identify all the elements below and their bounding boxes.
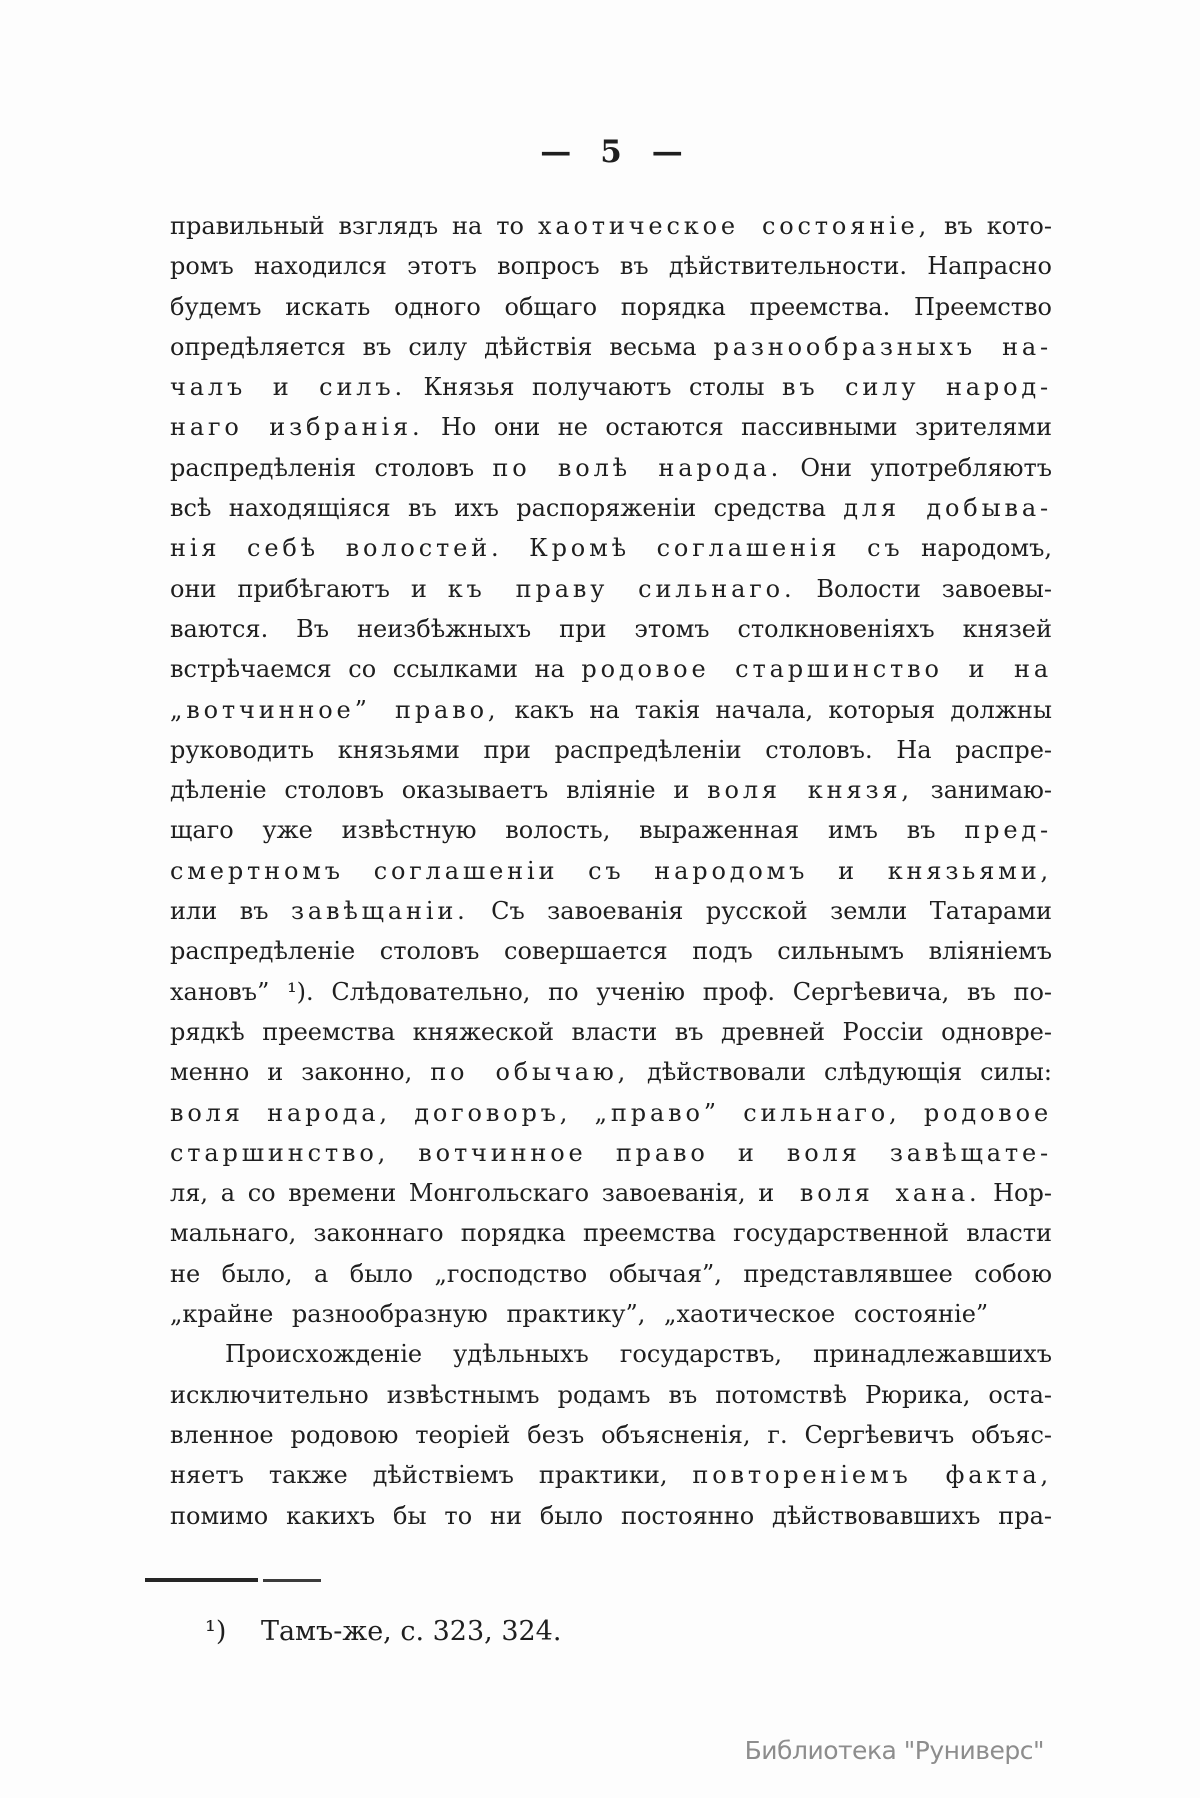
- text-line: [170, 1052, 1052, 1092]
- letterspaced-text-segment: „вотчинное” право,: [170, 695, 500, 724]
- text-line: [170, 851, 1052, 891]
- text-segment: встрѣчаемся со ссылками на: [170, 655, 582, 684]
- letterspaced-text-segment: нія себѣ волостей. Кромѣ соглашенія съ: [170, 534, 904, 563]
- text-segment: не было, а было „господство обычая”, представлявшее собою: [170, 1259, 1052, 1288]
- text-line: [170, 327, 1052, 367]
- body-text: [170, 206, 1052, 1536]
- text-line: [170, 609, 1052, 649]
- letterspaced-text-segment: по волѣ народа.: [492, 453, 783, 482]
- text-segment: распредѣленія столовъ: [170, 453, 493, 482]
- letterspaced-text-segment: смертномъ соглашеніи съ народомъ и князьями,: [170, 856, 1052, 885]
- text-segment: „крайне разнообразную практику”, „хаотическое состояніе”: [170, 1300, 989, 1329]
- text-segment: исключительно извѣстнымъ родамъ въ потомствѣ Рюрика, оста-: [170, 1380, 1052, 1409]
- text-segment: какъ на такія начала, которыя должны: [499, 695, 1052, 724]
- text-line: [170, 1334, 1052, 1374]
- text-line: [170, 448, 1052, 488]
- text-segment: Нор-: [980, 1179, 1052, 1208]
- text-segment: всѣ находящіяся въ ихъ распоряженіи средства: [170, 494, 844, 523]
- text-segment: Но они не остаются пассивными зрителями: [423, 413, 1052, 442]
- letterspaced-text-segment: и воля хана.: [758, 1179, 981, 1208]
- text-line: [170, 1133, 1052, 1173]
- text-segment: занимаю-: [912, 776, 1053, 805]
- text-line: [170, 1455, 1052, 1495]
- text-segment: хановъ” ¹). Слѣдовательно, по ученію проф. Сергѣевича, въ по-: [170, 977, 1052, 1006]
- page-header: [170, 132, 1052, 172]
- letterspaced-text-segment: завѣщаніи.: [290, 897, 469, 926]
- text-segment: Волости завоевы-: [795, 574, 1052, 603]
- text-line: [170, 1173, 1052, 1213]
- text-line: [170, 407, 1052, 447]
- page-number: 5: [600, 134, 622, 170]
- text-line: [170, 1375, 1052, 1415]
- text-segment: ромъ находился этотъ вопросъ въ дѣйствительности. Напрасно: [170, 252, 1052, 281]
- letterspaced-text-segment: къ праву сильнаго.: [447, 574, 796, 603]
- text-segment: дѣленіе столовъ оказываетъ вліяніе и: [170, 776, 708, 805]
- footnote-rule-segment: [263, 1579, 321, 1582]
- text-segment: вленное родовою теоріей безъ объясненія, г. Сергѣевичъ объяс-: [170, 1420, 1052, 1449]
- text-line: [170, 690, 1052, 730]
- header-dash-right: —: [651, 134, 682, 170]
- text-line: [170, 246, 1052, 286]
- text-line: [170, 367, 1052, 407]
- letterspaced-text-segment: хаотическое состояніе,: [537, 212, 931, 240]
- text-line: [170, 569, 1052, 609]
- text-segment: рядкѣ преемства княжеской власти въ древней Россіи одновре-: [170, 1017, 1052, 1046]
- text-segment: будемъ искать одного общаго порядка преемства. Преемство: [170, 292, 1052, 321]
- letterspaced-text-segment: по обычаю,: [430, 1058, 630, 1087]
- letterspaced-text-segment: наго избранія.: [170, 413, 424, 442]
- text-line: [170, 1254, 1052, 1294]
- text-line: [170, 206, 1052, 246]
- text-line: [170, 528, 1052, 568]
- text-line: [170, 287, 1052, 327]
- text-line: [170, 1496, 1052, 1536]
- letterspaced-text-segment: воля народа, договоръ, „право” сильнаго, родовое: [170, 1098, 1052, 1127]
- text-segment: Съ завоеванія русской земли Татарами: [468, 897, 1052, 926]
- text-segment: или въ: [170, 897, 291, 926]
- text-segment: руководить князьями при распредѣленіи столовъ. На распре-: [170, 735, 1052, 764]
- text-segment: правильный взглядъ на то: [170, 212, 538, 240]
- letterspaced-text-segment: старшинство, вотчинное право и воля завѣщате-: [170, 1138, 1052, 1167]
- text-segment: Князья получаютъ столы: [405, 373, 783, 402]
- text-line: [170, 1012, 1052, 1052]
- footnote-separator: [145, 1578, 321, 1584]
- text-line: [170, 1294, 1052, 1334]
- letterspaced-text-segment: въ силу народ-: [782, 373, 1052, 402]
- letterspaced-text-segment: для добыва-: [843, 494, 1052, 523]
- text-segment: менно и законно,: [170, 1058, 431, 1087]
- letterspaced-text-segment: разнообразныхъ на-: [713, 332, 1053, 361]
- text-line: [170, 1415, 1052, 1455]
- header-dash-left: —: [540, 134, 571, 170]
- text-segment: ваются. Въ неизбѣжныхъ при этомъ столкновеніяхъ князей: [170, 614, 1052, 643]
- text-segment: они прибѣгаютъ и: [170, 574, 448, 603]
- text-segment: помимо какихъ бы то ни было постоянно дѣйствовавшихъ пра-: [170, 1501, 1052, 1530]
- text-segment: Происхожденіе удѣльныхъ государствъ, принадлежавшихъ: [225, 1340, 1052, 1369]
- text-line: [170, 1213, 1052, 1253]
- text-segment: опредѣляется въ силу дѣйствія весьма: [170, 332, 714, 361]
- library-watermark: Библиотека "Руниверс": [744, 1736, 1044, 1765]
- text-line: [170, 1093, 1052, 1133]
- footnote-rule-segment: [145, 1578, 258, 1582]
- text-segment: народомъ,: [903, 534, 1052, 563]
- text-line: [170, 730, 1052, 770]
- text-line: [170, 770, 1052, 810]
- text-segment: распредѣленіе столовъ совершается подъ сильнымъ вліяніемъ: [170, 937, 1052, 966]
- text-line: [170, 931, 1052, 971]
- text-line: [170, 891, 1052, 931]
- text-segment: няетъ также дѣйствіемъ практики,: [170, 1461, 693, 1490]
- text-line: [170, 488, 1052, 528]
- text-segment: Они употребляютъ: [782, 453, 1053, 482]
- text-segment: щаго уже извѣстную волость, выраженная имъ въ: [170, 816, 965, 845]
- text-segment: въ кото-: [930, 212, 1052, 240]
- text-line: [170, 972, 1052, 1012]
- letterspaced-text-segment: повтореніемъ факта,: [692, 1461, 1052, 1490]
- text-line: [170, 649, 1052, 689]
- letterspaced-text-segment: воля князя,: [707, 776, 913, 805]
- letterspaced-text-segment: пред-: [964, 816, 1052, 845]
- footnote-marker: ¹): [205, 1616, 227, 1647]
- text-segment: ля, а со времени Монгольскаго завоеванія,: [170, 1179, 759, 1208]
- letterspaced-text-segment: родовое старшинство и на: [581, 655, 1053, 684]
- footnote: [170, 1612, 1052, 1652]
- text-segment: дѣйствовали слѣдующія силы:: [629, 1058, 1052, 1087]
- footnote-text: Тамъ-же, с. 323, 324.: [260, 1616, 562, 1647]
- text-line: [170, 810, 1052, 850]
- letterspaced-text-segment: чалъ и силъ.: [170, 373, 406, 402]
- text-segment: мальнаго, законнаго порядка преемства государственной власти: [170, 1219, 1052, 1248]
